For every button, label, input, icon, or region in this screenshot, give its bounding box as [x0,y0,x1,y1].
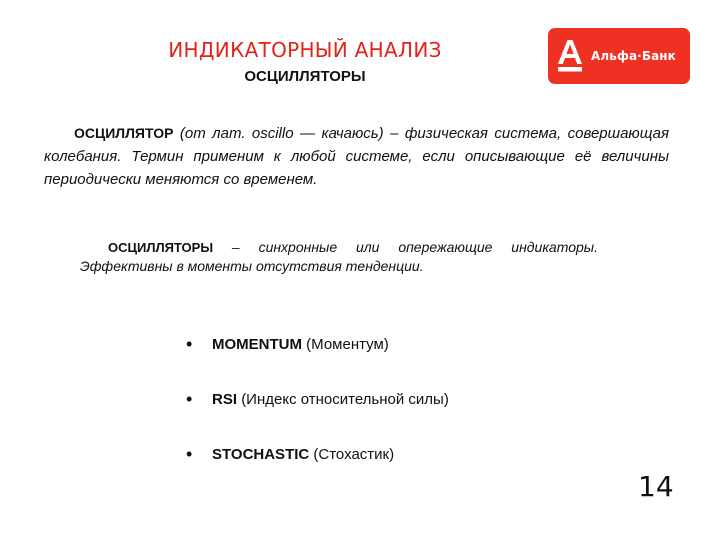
oscillators-definition-text: – синхронные или опережающие индикаторы. Эффективны в моменты отсутствия тенденции. [80,239,598,274]
alfa-bank-logo [548,28,690,84]
indicator-name: RSI [212,391,238,408]
alfa-letter-icon [557,38,583,74]
indicator-desc: (Моментум) [306,336,389,353]
oscillator-term: ОСЦИЛЛЯТОР [74,125,174,141]
logo-text: Альфа·Банк [591,49,676,63]
list-item [186,391,449,416]
bullet-icon: • [186,444,193,464]
indicator-desc: (Индекс относительной силы) [241,391,449,408]
indicator-name: STOCHASTIC [212,446,310,463]
indicator-list [186,336,449,501]
indicator-desc: (Стохастик) [313,446,395,463]
bullet-icon: • [186,389,193,409]
oscillators-term: ОСЦИЛЛЯТОРЫ [108,240,214,255]
oscillators-definition [80,238,598,276]
oscillator-definition [44,122,669,191]
bullet-icon: • [186,334,193,354]
oscillator-definition-text: (от лат. oscillo — качаюсь) – физическая система, совершающая колебания. Термин применим к любой системе, если описывающие её величины периодически меняются со временем. [44,125,669,188]
slide-title: ИНДИКАТОРНЫЙ АНАЛИЗ [168,38,442,62]
list-item [186,336,449,361]
page-number: 14 [638,470,674,503]
list-item [186,446,449,471]
slide-subtitle: ОСЦИЛЛЯТОРЫ [244,68,366,85]
indicator-name: MOMENTUM [212,336,302,353]
